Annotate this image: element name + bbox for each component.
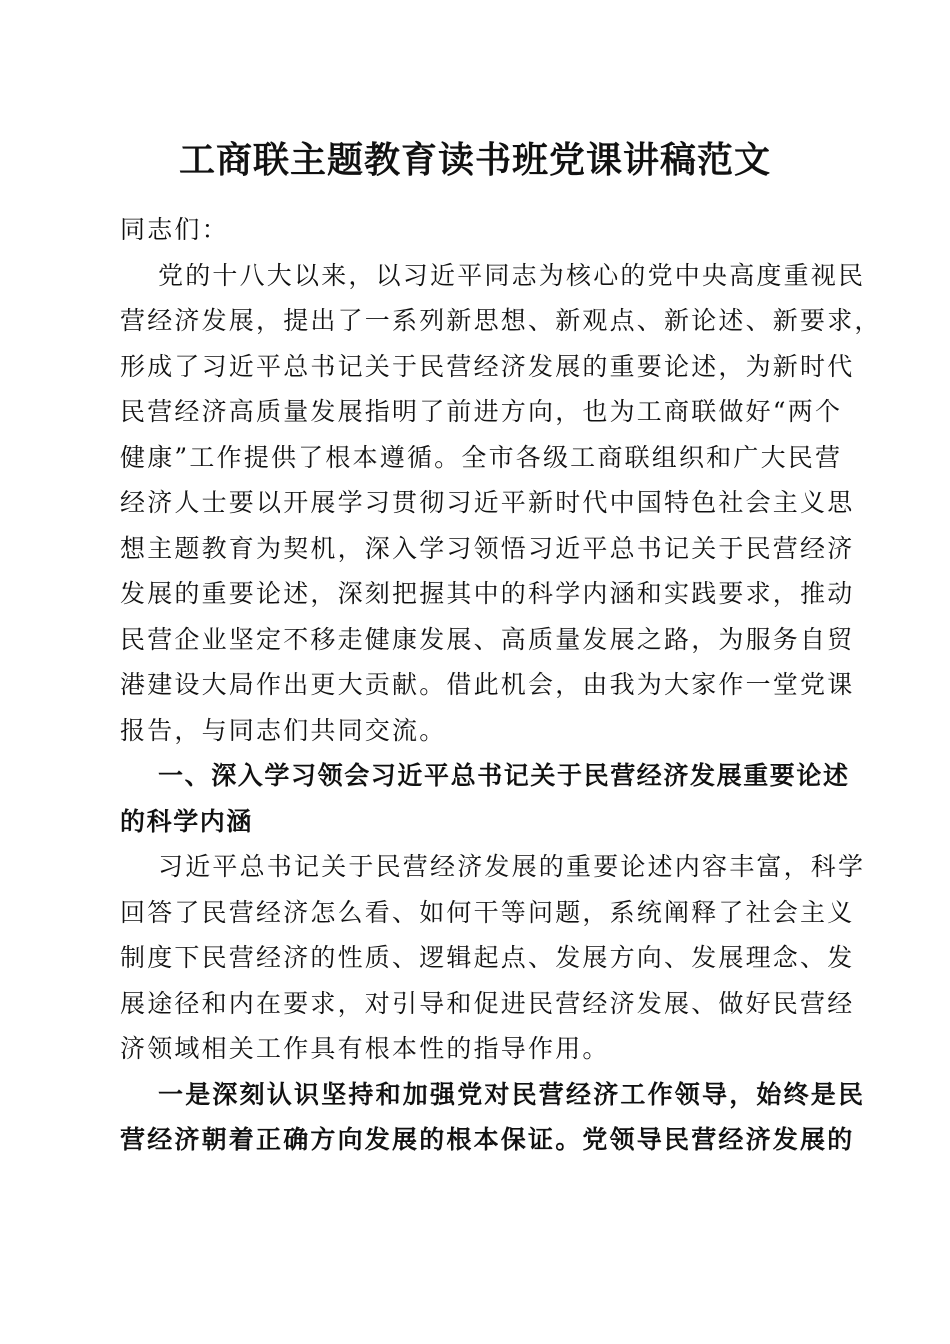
section-body-line: 习近平总书记关于民营经济发展的重要论述内容丰富，科学 <box>158 852 866 881</box>
point-line: 一是深刻认识坚持和加强党对民营经济工作领导，始终是民 <box>158 1079 866 1109</box>
intro-line: 形成了习近平总书记关于民营经济发展的重要论述，为新时代 <box>120 351 855 381</box>
section-body-line: 制度下民营经济的性质、逻辑起点、发展方向、发展理念、发 <box>120 943 855 972</box>
intro-line: 想主题教育为契机，深入学习领悟习近平总书记关于民营经济 <box>120 533 855 563</box>
intro-line: 民营经济高质量发展指明了前进方向，也为工商联做好“两个 <box>120 397 843 426</box>
section-body-line: 展途径和内在要求，对引导和促进民营经济发展、做好民营经 <box>120 988 855 1018</box>
intro-line: 民营企业坚定不移走健康发展、高质量发展之路，为服务自贸 <box>120 624 855 654</box>
section-body-line: 回答了民营经济怎么看、如何干等问题，系统阐释了社会主义 <box>120 897 855 927</box>
document-title: 工商联主题教育读书班党课讲稿范文 <box>178 139 771 181</box>
intro-line: 健康”工作提供了根本遵循。全市各级工商联组织和广大民营 <box>120 442 843 472</box>
intro-line: 营经济发展，提出了一系列新思想、新观点、新论述、新要求， <box>120 306 882 335</box>
salutation: 同志们： <box>120 215 229 244</box>
section-heading: 一、深入学习领会习近平总书记关于民营经济发展重要论述 <box>158 761 850 790</box>
intro-line: 经济人士要以开展学习贯彻习近平新时代中国特色社会主义思 <box>120 488 855 517</box>
intro-line: 党的十八大以来，以习近平同志为核心的党中央高度重视民 <box>158 260 866 290</box>
intro-line: 港建设大局作出更大贡献。借此机会，由我为大家作一堂党课 <box>120 670 855 699</box>
document-body <box>120 207 882 1163</box>
section-heading: 的科学内涵 <box>120 806 254 836</box>
section-body-line: 济领域相关工作具有根本性的指导作用。 <box>120 1034 610 1063</box>
point-line: 营经济朝着正确方向发展的根本保证。党领导民营经济发展的 <box>120 1125 855 1154</box>
intro-line: 报告，与同志们共同交流。 <box>120 715 447 745</box>
intro-line: 发展的重要论述，深刻把握其中的科学内涵和实践要求，推动 <box>120 579 855 608</box>
